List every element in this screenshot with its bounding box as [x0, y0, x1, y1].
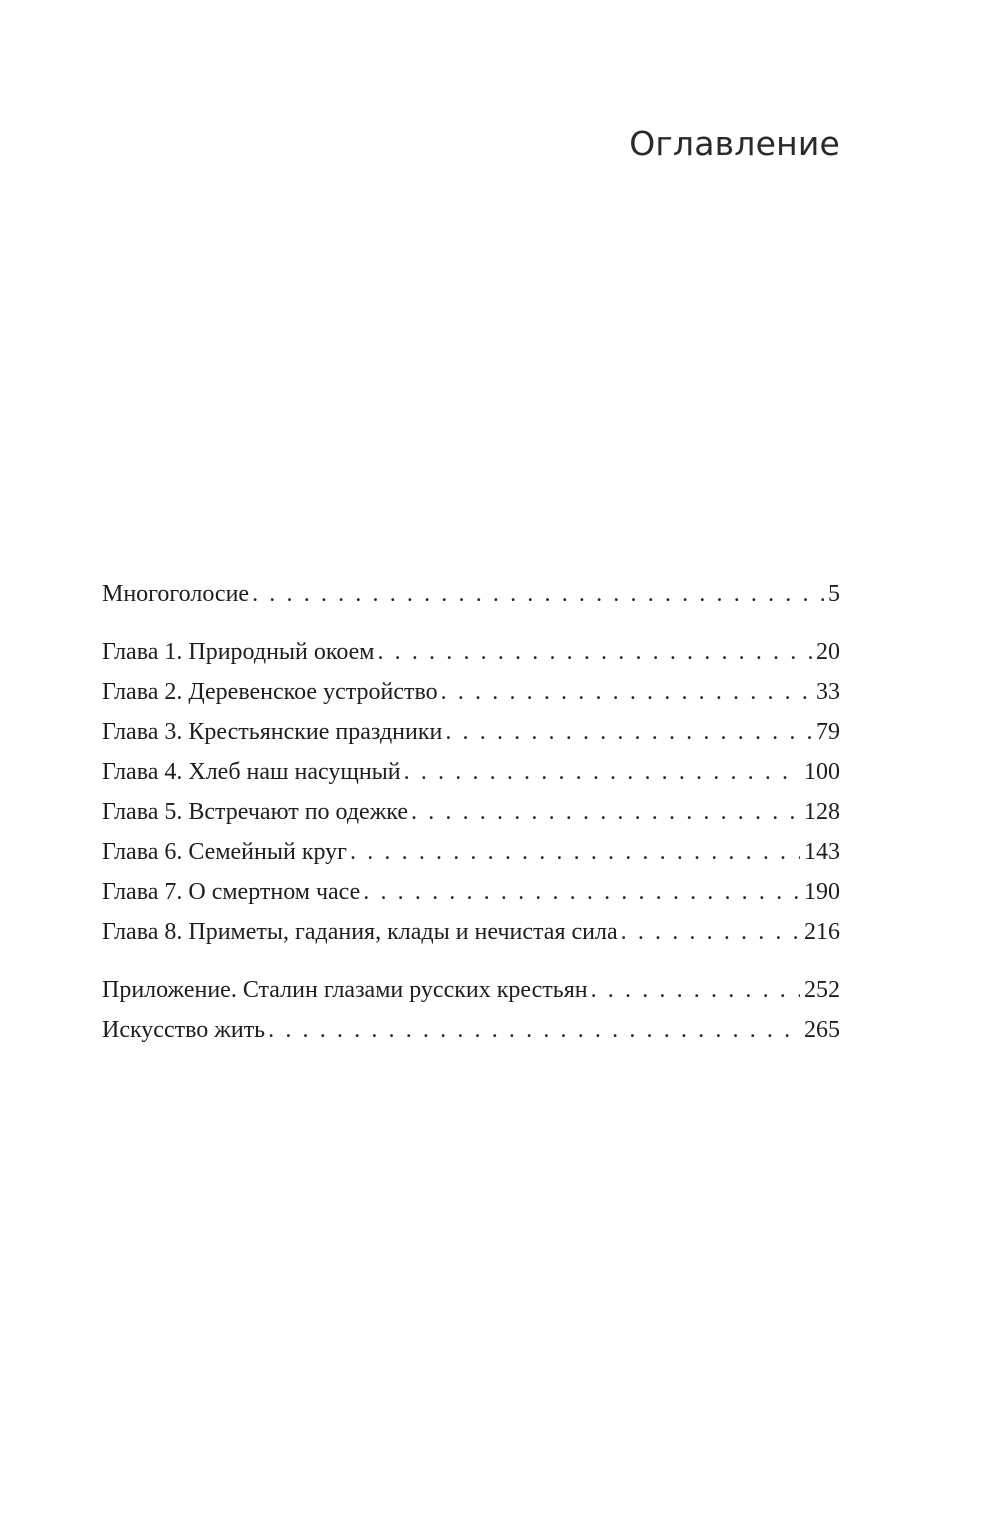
toc-entry[interactable]	[102, 970, 840, 1010]
toc-entry-page: 79	[816, 719, 840, 745]
toc-entry-page: 143	[804, 839, 840, 865]
table-of-contents	[102, 574, 840, 1050]
dot-leader	[411, 792, 800, 832]
toc-entry-page: 216	[804, 919, 840, 945]
page-title: Оглавление	[629, 124, 840, 163]
toc-entry-page: 33	[816, 679, 840, 705]
toc-entry-title: Глава 2. Деревенское устройство	[102, 679, 438, 705]
toc-entry-page: 265	[804, 1017, 840, 1043]
dot-leader	[591, 970, 800, 1010]
toc-entry[interactable]	[102, 752, 840, 792]
toc-entry-title: Глава 4. Хлеб наш насущный	[102, 759, 401, 785]
toc-entry-title: Многоголосие	[102, 581, 250, 607]
toc-entry-page: 128	[804, 799, 840, 825]
toc-entry[interactable]	[102, 792, 840, 832]
dot-leader	[268, 1010, 800, 1050]
dot-leader	[350, 832, 800, 872]
dot-leader	[404, 752, 800, 792]
toc-entry[interactable]	[102, 574, 840, 614]
dot-leader	[445, 712, 812, 752]
toc-entry-page: 5	[828, 581, 840, 607]
toc-group-intro	[102, 574, 840, 614]
toc-entry-title: Глава 7. О смертном часе	[102, 879, 361, 905]
toc-entry-title: Глава 3. Крестьянские праздники	[102, 719, 443, 745]
dot-leader	[441, 672, 812, 712]
toc-group-appendix	[102, 970, 840, 1050]
toc-entry-title: Приложение. Сталин глазами русских крестьян	[102, 977, 588, 1003]
toc-entry[interactable]	[102, 1010, 840, 1050]
dot-leader	[252, 574, 824, 614]
toc-entry-title: Глава 1. Природный окоем	[102, 639, 375, 665]
toc-entry[interactable]	[102, 632, 840, 672]
toc-entry[interactable]	[102, 832, 840, 872]
toc-entry-title: Глава 8. Приметы, гадания, клады и нечистая сила	[102, 919, 618, 945]
toc-entry-page: 252	[804, 977, 840, 1003]
toc-entry[interactable]	[102, 712, 840, 752]
dot-leader	[621, 912, 800, 952]
dot-leader	[363, 872, 800, 912]
toc-entry[interactable]	[102, 672, 840, 712]
toc-entry[interactable]	[102, 912, 840, 952]
toc-entry-page: 190	[804, 879, 840, 905]
toc-entry-title: Глава 6. Семейный круг	[102, 839, 348, 865]
toc-entry-page: 20	[816, 639, 840, 665]
toc-entry-page: 100	[804, 759, 840, 785]
dot-leader	[377, 632, 812, 672]
toc-entry-title: Глава 5. Встречают по одежке	[102, 799, 408, 825]
toc-entry-title: Искусство жить	[102, 1017, 266, 1043]
toc-entry[interactable]	[102, 872, 840, 912]
toc-group-chapters	[102, 632, 840, 952]
